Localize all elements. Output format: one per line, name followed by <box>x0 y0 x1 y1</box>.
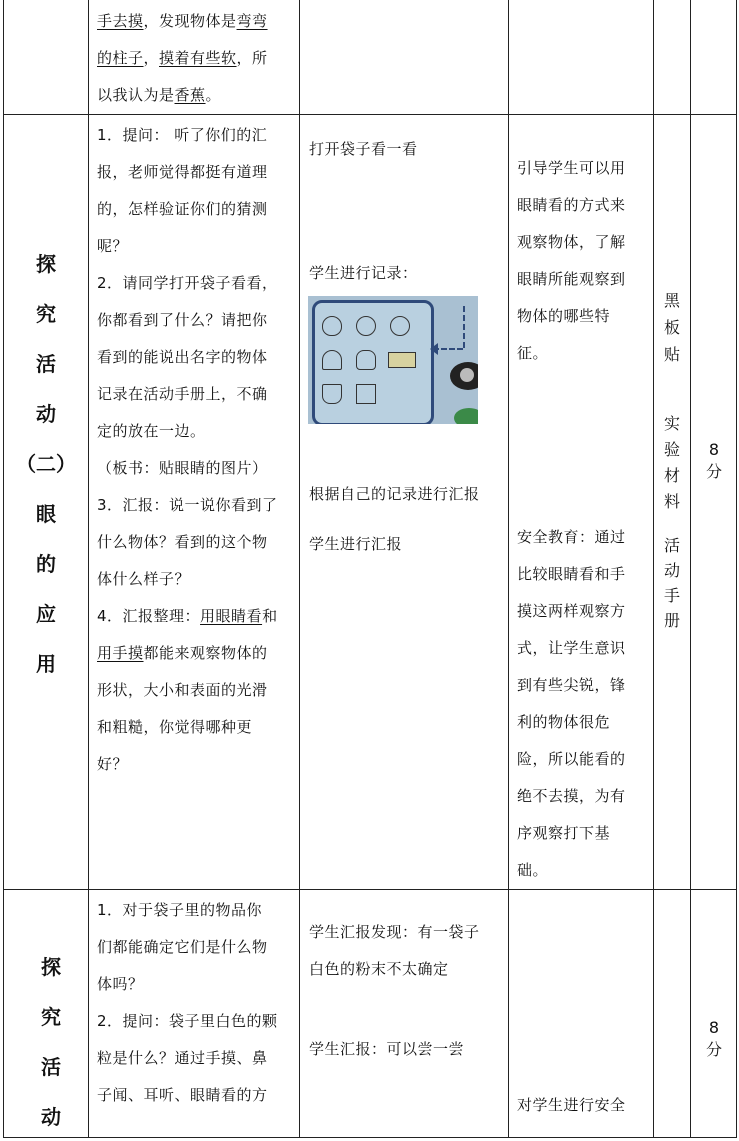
intent-line: 征。 <box>517 344 549 362</box>
row2-student-step4: 学生进行汇报 <box>309 535 403 553</box>
section-title-char: 的 <box>36 552 56 576</box>
intent-line: 础。 <box>517 861 549 879</box>
materials-char: 料 <box>663 492 680 511</box>
hat-icon <box>322 350 342 370</box>
teacher-line: 你都看到了什么？请把你 <box>97 311 268 329</box>
materials-char: 手 <box>663 586 680 605</box>
teacher-line <box>97 635 268 672</box>
teacher-line: 3．汇报：说一说你看到了 <box>97 496 278 514</box>
process-line <box>97 77 221 114</box>
materials-char: 板 <box>663 318 680 337</box>
teacher-line: 和粗糙，你觉得哪种更 <box>97 718 253 736</box>
intent-line: 引导学生可以用 <box>517 159 626 177</box>
text-span: ， <box>143 49 160 67</box>
student-line: 学生汇报发现：有一袋子 <box>309 923 480 941</box>
teacher-line: 体吗？ <box>97 975 144 993</box>
text-span: 。 <box>205 86 222 104</box>
bag-icon <box>356 350 376 370</box>
underlined-text: 用手摸 <box>97 644 144 662</box>
text-span: 都能来观察物体的 <box>143 644 268 662</box>
intent-line: 利的物体很危 <box>517 713 611 731</box>
intent-line: 安全教育：通过 <box>517 528 626 546</box>
teacher-line: 看到的能说出名字的物体 <box>97 348 268 366</box>
sponge-icon <box>388 352 416 368</box>
materials-char: 活 <box>663 536 680 555</box>
table-bottom-border <box>3 1137 737 1138</box>
teacher-line: 2．提问：袋子里白色的颗 <box>97 1012 278 1030</box>
text-span: 以我认为是 <box>97 86 175 104</box>
intent-line: 绝不去摸，为有 <box>517 787 626 805</box>
teacher-line: 报，老师觉得都挺有道理 <box>97 163 268 181</box>
teacher-line: 1．提问： 听了你们的汇 <box>97 126 268 144</box>
process-line <box>97 3 268 40</box>
teacher-line: 粒是什么？通过手摸、鼻 <box>97 1049 268 1067</box>
dashed-arrow <box>433 348 463 350</box>
teacher-line: 们都能确定它们是什么物 <box>97 938 268 956</box>
text-span: 4．汇报整理： <box>97 607 201 625</box>
teacher-line <box>97 598 278 635</box>
teacher-line: 形状，大小和表面的光滑 <box>97 681 268 699</box>
row2-student-step2: 学生进行记录： <box>309 264 418 282</box>
intent-line: 式，让学生意识 <box>517 639 626 657</box>
teacher-line: 1．对于袋子里的物品你 <box>97 901 263 919</box>
teacher-line: 好？ <box>97 755 129 773</box>
column-divider <box>508 0 509 1138</box>
materials-char: 实 <box>663 414 680 433</box>
intent-line: 到有些尖锐，锋 <box>517 676 626 694</box>
intent-line: 比较眼睛看和手 <box>517 565 626 583</box>
teacher-line: 记录在活动手册上，不确 <box>97 385 268 403</box>
intent-line: 眼睛看的方式来 <box>517 196 626 214</box>
section-title-char: 探 <box>41 955 61 979</box>
section-title-char: 动 <box>41 1105 61 1129</box>
teacher-line: 体什么样子？ <box>97 570 191 588</box>
walnut-icon <box>322 316 342 336</box>
table-left-border <box>3 0 4 1138</box>
underlined-text: 摸着有些软 <box>159 49 237 67</box>
time-char: 分 <box>705 1040 722 1059</box>
time-char: 8 <box>708 1018 720 1037</box>
materials-char: 材 <box>663 466 680 485</box>
row3-student-step2: 学生汇报：可以尝一尝 <box>309 1040 465 1058</box>
section-title-char: 用 <box>36 652 56 676</box>
student-line: 白色的粉末不太确定 <box>309 960 449 978</box>
materials-char: 验 <box>663 440 680 459</box>
intent-line: 物体的哪些特 <box>517 307 611 325</box>
underlined-text: 的柱子 <box>97 49 144 67</box>
teacher-line: （板书：贴眼睛的图片） <box>97 459 268 477</box>
underlined-text: 弯弯 <box>236 12 268 30</box>
section-title-char: 究 <box>41 1005 61 1029</box>
underlined-text: 香蕉 <box>174 86 206 104</box>
teacher-line: 定的放在一边。 <box>97 422 206 440</box>
time-char: 分 <box>705 462 722 481</box>
block-icon <box>356 384 376 404</box>
row3-design-intent: 对学生进行安全 <box>517 1096 626 1114</box>
row2-student-step3: 根据自己的记录进行汇报 <box>309 485 480 503</box>
ball-icon <box>356 316 376 336</box>
section-title-char: 眼 <box>36 502 56 526</box>
materials-char: 动 <box>663 561 680 580</box>
row-divider <box>3 889 737 890</box>
process-line <box>97 40 268 77</box>
teacher-line: 的，怎样验证你们的猜测 <box>97 200 268 218</box>
cup-icon <box>322 384 342 404</box>
eye-pupil-icon <box>460 368 474 382</box>
column-divider <box>88 0 89 1138</box>
intent-line: 序观察打下基 <box>517 824 611 842</box>
intent-line: 摸这两样观察方 <box>517 602 626 620</box>
teacher-line: 2．请同学打开袋子看看， <box>97 274 278 292</box>
text-span: ，所 <box>236 49 268 67</box>
column-divider <box>690 0 691 1138</box>
underlined-text: 手去摸 <box>97 12 144 30</box>
section-title-char: （二） <box>16 452 76 476</box>
row2-student-step1: 打开袋子看一看 <box>309 140 418 158</box>
section-title-char: 究 <box>36 302 56 326</box>
activity-record-photo <box>308 296 478 424</box>
section-title-char: 探 <box>36 252 56 276</box>
materials-char: 贴 <box>663 345 680 364</box>
teacher-line: 什么物体？看到的这个物 <box>97 533 268 551</box>
column-divider <box>653 0 654 1138</box>
section-title-char: 活 <box>41 1055 61 1079</box>
text-span: 和 <box>262 607 278 625</box>
section-title-char: 动 <box>36 402 56 426</box>
section-title-char: 活 <box>36 352 56 376</box>
row-divider <box>3 114 737 115</box>
teacher-line: 呢？ <box>97 237 129 255</box>
materials-char: 册 <box>663 611 680 630</box>
green-object-icon <box>454 408 478 424</box>
section-title-char: 应 <box>36 602 56 626</box>
time-char: 8 <box>708 440 720 459</box>
materials-char: 黑 <box>663 291 680 310</box>
column-divider <box>299 0 300 1138</box>
intent-line: 险，所以能看的 <box>517 750 626 768</box>
intent-line: 眼睛所能观察到 <box>517 270 626 288</box>
teacher-line: 子闻、耳听、眼睛看的方 <box>97 1086 268 1104</box>
intent-line: 观察物体，了解 <box>517 233 626 251</box>
apple-icon <box>390 316 410 336</box>
table-right-border <box>736 0 737 1138</box>
text-span: ，发现物体是 <box>143 12 237 30</box>
underlined-text: 用眼睛看 <box>200 607 263 625</box>
dashed-line <box>463 306 465 348</box>
